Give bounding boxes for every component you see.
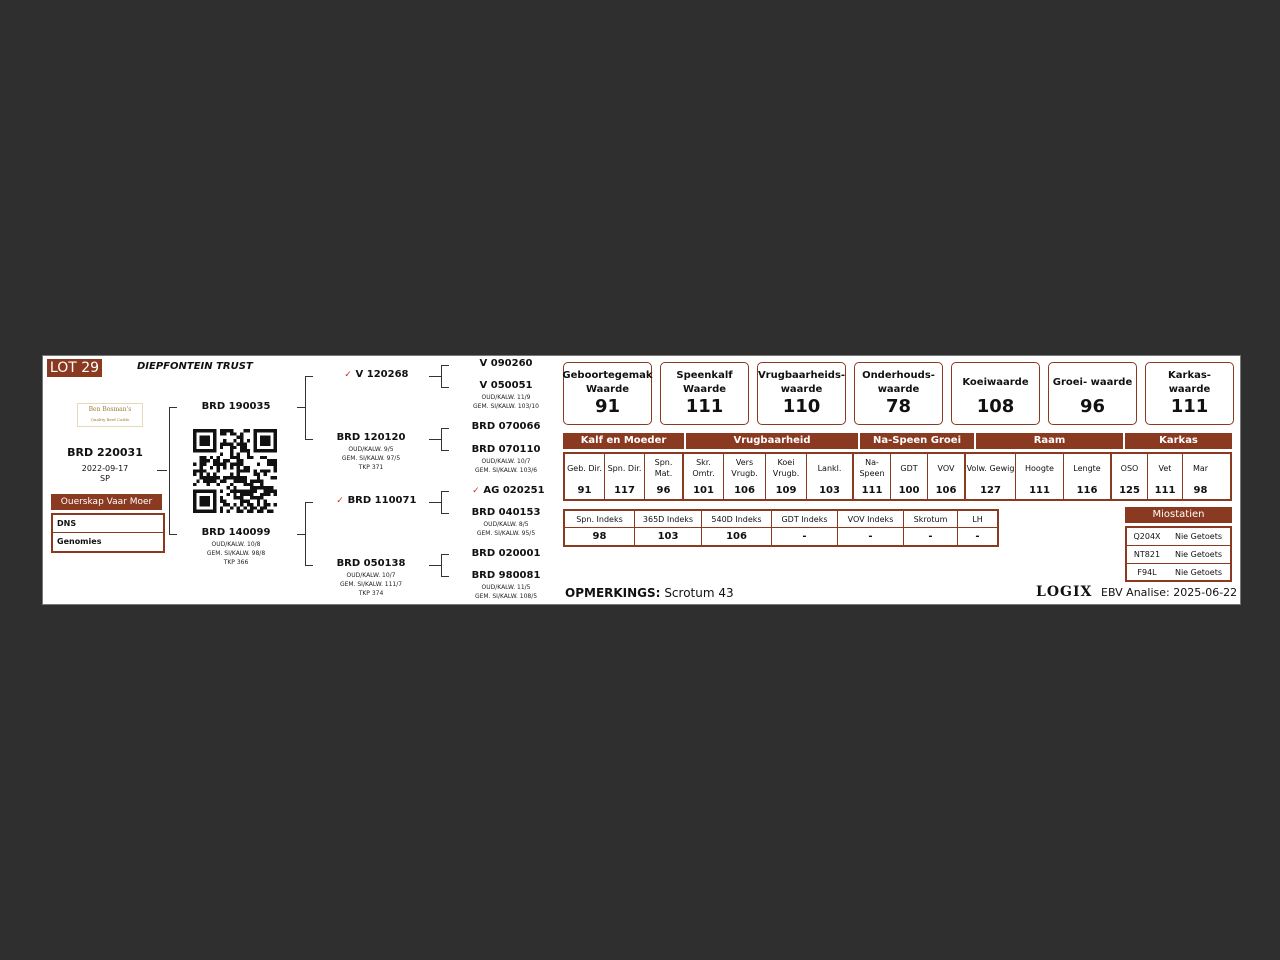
ddd-id: BRD 980081	[471, 570, 541, 581]
sd-detail: TKP 371	[358, 464, 384, 471]
dd-detail: GEM. SI/KALW. 111/7	[339, 581, 403, 588]
bracket-line	[305, 376, 313, 377]
ebv-value: 116	[1076, 485, 1098, 496]
ssd-id: V 050051	[479, 380, 533, 391]
ss-id-text: V 120268	[355, 369, 409, 380]
score-label: Onderhouds- waarde	[862, 370, 935, 395]
ebv-value: 91	[577, 485, 592, 496]
sd-detail: GEM. SI/KALW. 97/5	[341, 455, 401, 462]
bracket-line	[441, 554, 449, 555]
bracket-line	[305, 502, 306, 566]
ebv-cell	[605, 454, 645, 499]
score-value: 108	[976, 396, 1015, 417]
ebv-cell	[724, 454, 766, 499]
myostatin-status: Nie Getoets	[1174, 550, 1223, 559]
myostatin-code: F94L	[1137, 568, 1157, 577]
myostatin-code: NT821	[1133, 550, 1161, 559]
ddd-detail: GEM. SI/KALW. 108/5	[474, 593, 538, 600]
bracket-line	[169, 407, 170, 535]
ebv-value: 103	[819, 485, 840, 496]
remarks	[565, 586, 734, 600]
bracket-line	[441, 513, 449, 514]
index-header: LH	[972, 514, 983, 524]
myostatin-code: Q204X	[1133, 532, 1161, 541]
registered-icon: ✓	[344, 370, 352, 380]
ebv-cell	[1148, 454, 1183, 499]
ebv-value: 125	[1119, 485, 1140, 496]
ebv-header: Lengte	[1073, 463, 1101, 473]
ebv-cell	[928, 454, 966, 499]
index-cell	[838, 511, 904, 545]
registered-icon: ✓	[472, 486, 480, 496]
registered-icon: ✓	[336, 496, 344, 506]
score-box	[1048, 362, 1137, 425]
ebv-value: 109	[775, 485, 797, 496]
ebv-header: OSO	[1120, 463, 1139, 473]
sire-id: BRD 190035	[201, 401, 271, 412]
ebv-value: 106	[935, 485, 957, 496]
ownership-header: Ouerskap Vaar Moer	[51, 494, 162, 510]
dsd-detail: OUD/KALW. 8/5	[483, 521, 529, 528]
sdd-detail: OUD/KALW. 10/7	[481, 458, 531, 465]
ebv-value: 100	[898, 485, 920, 496]
ebv-header: Vet	[1158, 463, 1172, 473]
sdd-detail: GEM. SI/KALW. 103/6	[474, 467, 538, 474]
section-carcass: Karkas	[1125, 433, 1232, 449]
score-value: 78	[885, 396, 912, 417]
breeder-logo	[77, 403, 143, 427]
dam-id: BRD 140099	[201, 527, 271, 538]
bracket-line	[305, 439, 313, 440]
bracket-line	[429, 502, 441, 503]
score-value: 111	[685, 396, 724, 417]
bracket-line	[169, 534, 177, 535]
ebv-header: Spn. Dir.	[607, 463, 642, 473]
connector	[157, 470, 167, 471]
ebv-header: VOV	[937, 463, 955, 473]
breeder-logo-name: Ben Bosman's	[88, 406, 132, 413]
myostatin-status: Nie Getoets	[1174, 568, 1223, 577]
dd-details	[328, 571, 414, 598]
sdd-details	[463, 457, 549, 475]
index-cell	[958, 511, 997, 545]
ebv-date: EBV Analise: 2025-06-22	[1101, 586, 1238, 599]
bracket-line	[441, 365, 442, 388]
ebv-cell	[854, 454, 891, 499]
ebv-header: Lankl.	[817, 463, 842, 473]
score-label: Geboortegemak Waarde	[562, 370, 653, 395]
ebv-header: Geb. Dir.	[567, 463, 602, 473]
section-fertility: Vrugbaarheid	[686, 433, 858, 449]
dds-id: BRD 020001	[471, 548, 541, 559]
ebv-value: 96	[656, 485, 671, 496]
ebv-cell	[807, 454, 854, 499]
score-value: 110	[782, 396, 821, 417]
myostatin-status: Nie Getoets	[1174, 532, 1223, 541]
ds-id	[331, 495, 421, 506]
ebv-header: Hoogte	[1025, 463, 1054, 473]
index-value: -	[904, 527, 957, 545]
bracket-line	[441, 428, 449, 429]
ssd-details	[463, 393, 549, 411]
index-header: Skrotum	[913, 514, 948, 524]
ebv-cell	[891, 454, 928, 499]
ebv-header: Vers Vrugb.	[731, 458, 758, 478]
bracket-line	[441, 554, 442, 577]
index-table	[563, 509, 999, 547]
index-header: Spn. Indeks	[576, 514, 623, 524]
myostatin-row	[1127, 564, 1230, 581]
ddd-detail: OUD/KALW. 11/5	[481, 584, 531, 591]
index-value: 103	[635, 527, 701, 545]
myostatin-row	[1127, 528, 1230, 546]
bracket-line	[441, 491, 449, 492]
dam-detail: OUD/KALW. 10/8	[211, 541, 261, 548]
ebv-value: 111	[861, 485, 883, 496]
bracket-line	[441, 428, 442, 451]
ebv-header: Mar	[1192, 463, 1209, 473]
dd-detail: OUD/KALW. 10/7	[346, 572, 396, 579]
ownership-dns: DNS	[53, 515, 163, 533]
ebv-value: 111	[1154, 485, 1176, 496]
index-header: GDT Indeks	[781, 514, 828, 524]
ebv-value: 98	[1193, 485, 1208, 496]
ebv-cell	[645, 454, 684, 499]
ebv-cell	[1016, 454, 1064, 499]
lot-card	[42, 355, 1241, 605]
ebv-value: 111	[1029, 485, 1050, 496]
ebv-value: 117	[614, 485, 635, 496]
myostatin-row	[1127, 546, 1230, 564]
ds-id-text: BRD 110071	[347, 495, 417, 506]
sd-id: BRD 120120	[336, 432, 406, 443]
index-cell	[635, 511, 702, 545]
ebv-header: Koei Vrugb.	[772, 458, 800, 478]
ebv-value: 127	[980, 485, 1001, 496]
ebv-header: Na- Speen	[859, 458, 885, 478]
logix-logo: LOGIX	[1036, 584, 1093, 600]
index-value: -	[772, 527, 837, 545]
ss-id	[331, 369, 421, 380]
index-cell	[565, 511, 635, 545]
score-box	[660, 362, 749, 425]
animal-id: BRD 220031	[67, 446, 143, 459]
bracket-line	[429, 565, 441, 566]
dss-id	[463, 485, 553, 496]
sdd-id: BRD 070110	[471, 444, 541, 455]
ddd-details	[463, 583, 549, 601]
bracket-line	[305, 502, 313, 503]
index-value: 106	[702, 527, 771, 545]
score-label: Groei- waarde	[1052, 377, 1133, 388]
ebv-value: 101	[693, 485, 714, 496]
ebv-cell	[1112, 454, 1148, 499]
index-cell	[702, 511, 772, 545]
ownership-box	[51, 513, 165, 553]
ebv-cell	[966, 454, 1016, 499]
score-label: Speenkalf Waarde	[676, 370, 733, 395]
sd-details	[328, 445, 414, 472]
score-box	[854, 362, 943, 425]
score-value: 91	[594, 396, 621, 417]
ownership-genomics: Genomies	[57, 537, 102, 546]
dsd-id: BRD 040153	[471, 507, 541, 518]
score-box	[563, 362, 652, 425]
bracket-line	[169, 407, 177, 408]
remarks-text: Scrotum 43	[664, 586, 734, 600]
index-header: 365D Indeks	[642, 514, 694, 524]
bracket-line	[441, 365, 449, 366]
lot-badge: LOT 29	[47, 359, 102, 377]
ssd-detail: OUD/KALW. 11/9	[481, 394, 531, 401]
score-value: 96	[1079, 396, 1106, 417]
score-box	[757, 362, 846, 425]
ebv-cell	[766, 454, 807, 499]
section-frame: Raam	[976, 433, 1123, 449]
dd-id: BRD 050138	[336, 558, 406, 569]
index-cell	[772, 511, 838, 545]
owner-name: DIEPFONTEIN TRUST	[137, 361, 253, 372]
ebv-cell	[1183, 454, 1218, 499]
index-header: 540D Indeks	[711, 514, 762, 524]
bracket-line	[429, 376, 441, 377]
dam-details	[193, 540, 279, 567]
index-value: -	[838, 527, 903, 545]
dam-detail: GEM. SI/KALW. 98/8	[206, 550, 266, 557]
score-box	[951, 362, 1040, 425]
ebv-header: Skr. Omtr.	[692, 458, 715, 478]
bracket-line	[297, 534, 305, 535]
bracket-line	[441, 491, 442, 514]
section-calf-dam: Kalf en Moeder	[563, 433, 684, 449]
bracket-line	[305, 376, 306, 440]
breeder-logo-tagline: Quality Beef Cattle	[90, 417, 130, 422]
bracket-line	[441, 387, 449, 388]
score-value: 111	[1170, 396, 1209, 417]
score-label: Koeiwaarde	[962, 377, 1029, 388]
dam-detail: TKP 366	[223, 559, 249, 566]
ssd-detail: GEM. SI/KALW. 103/10	[473, 403, 539, 410]
dsd-detail: GEM. SI/KALW. 95/5	[476, 530, 536, 537]
index-cell	[904, 511, 958, 545]
myostatin-header: Miostatien	[1125, 507, 1232, 523]
score-label: Karkas- waarde	[1168, 370, 1211, 395]
ebv-header: GDT	[900, 463, 918, 473]
animal-type: SP	[100, 474, 110, 483]
score-box	[1145, 362, 1234, 425]
score-label: Vrugbaarheids- waarde	[757, 370, 846, 395]
sss-id: V 090260	[479, 358, 533, 369]
bracket-line	[429, 439, 441, 440]
dss-id-text: AG 020251	[483, 485, 545, 496]
dd-detail: TKP 374	[358, 590, 384, 597]
ebv-header: Volw. Gewig	[966, 463, 1015, 473]
index-header: VOV Indeks	[847, 514, 894, 524]
bracket-line	[297, 407, 305, 408]
dsd-details	[463, 520, 549, 538]
ebv-cell	[684, 454, 724, 499]
remarks-label: OPMERKINGS:	[565, 586, 661, 600]
myostatin-table	[1125, 526, 1232, 582]
ebv-value: 106	[734, 485, 755, 496]
ebv-cell	[565, 454, 605, 499]
ebv-header: Spn. Mat.	[654, 458, 673, 478]
bracket-line	[441, 450, 449, 451]
ebv-cell	[1064, 454, 1112, 499]
ebv-table	[563, 452, 1232, 501]
bracket-line	[305, 565, 313, 566]
bracket-line	[441, 576, 449, 577]
sds-id: BRD 070066	[471, 421, 541, 432]
animal-dob: 2022-09-17	[81, 464, 129, 473]
qr-code[interactable]	[193, 429, 277, 513]
sd-detail: OUD/KALW. 9/5	[348, 446, 394, 453]
section-post-weaning: Na-Speen Groei	[860, 433, 974, 449]
index-value: -	[958, 527, 997, 545]
index-value: 98	[565, 527, 634, 545]
